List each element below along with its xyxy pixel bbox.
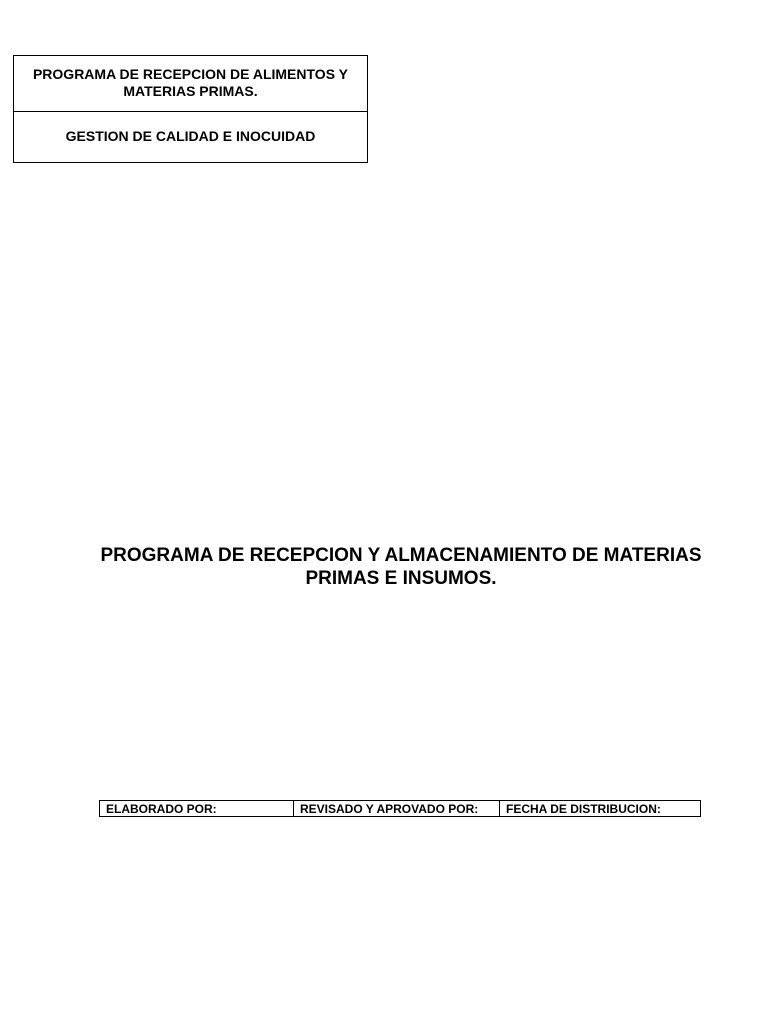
department-title: GESTION DE CALIDAD E INOCUIDAD [65,128,316,144]
program-title: PROGRAMA DE RECEPCION DE ALIMENTOS Y MATERIAS PRIMAS. [14,56,367,112]
document-title: PROGRAMA DE RECEPCION Y ALMACENAMIENTO DE MATERIAS PRIMAS E INSUMOS. [100,545,702,589]
fecha-distribucion-cell: FECHA DE DISTRIBUCION: [500,801,701,817]
revisado-aprovado-cell: REVISADO Y APROVADO POR: [294,801,500,817]
header-box [13,55,368,163]
signature-table [99,800,701,817]
signature-row [100,801,701,817]
elaborado-por-cell: ELABORADO POR: [100,801,294,817]
